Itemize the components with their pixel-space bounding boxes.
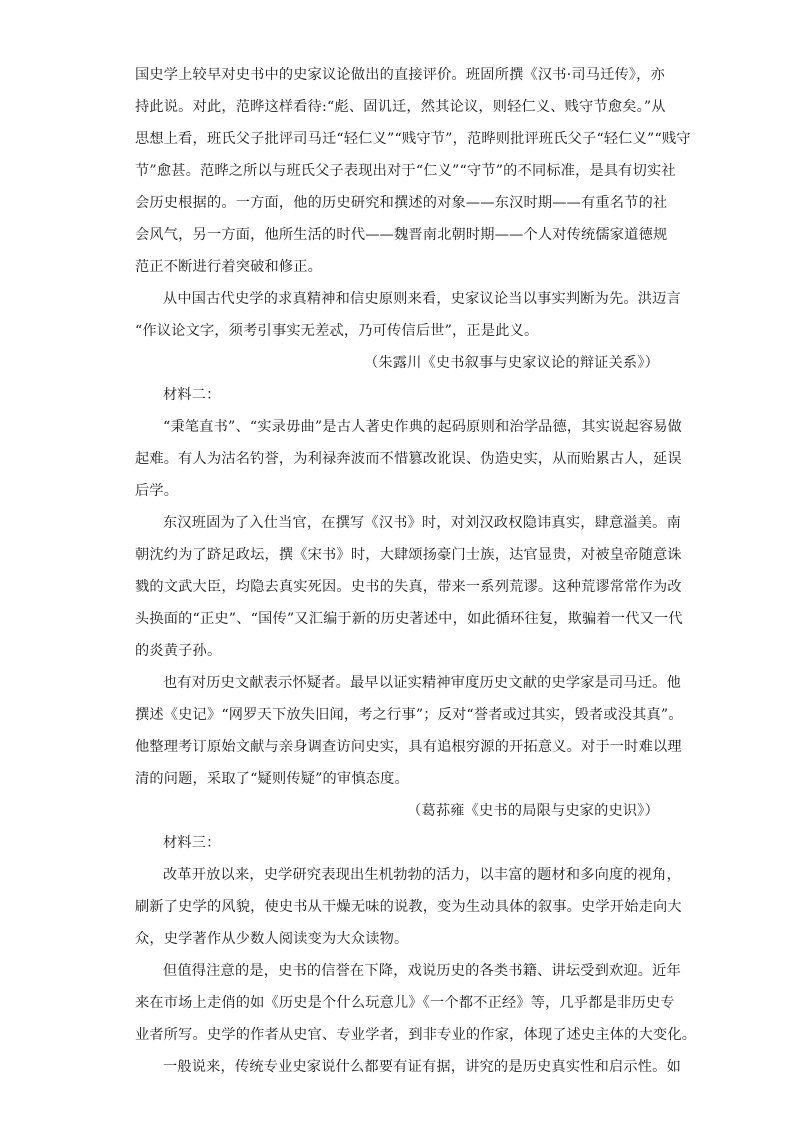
text-line: 他整理考订原始文献与亲身调查访问史实，具有追根穷源的开拓意义。对于一时难以理 [135, 739, 682, 755]
text-line: 改革开放以来，史学研究表现出生机勃勃的活力，以丰富的题材和多向度的视角， [163, 867, 681, 883]
text-line: 持此说。对此，范晔这样看待:“彪、固讥迁，然其论议，则轻仁义、贱守节愈矣。”从 [135, 99, 666, 115]
text-line: 撰述《史记》“网罗天下放失旧闻，考之行事”；反对“誉者或过其实，毁者或没其真”。 [135, 707, 683, 723]
text-line: 起难。有人为沽名钓誉，为利禄奔波而不惜篡改讹误、伪造史实，从而贻累古人，延误 [135, 451, 682, 467]
text-line: 来在市场上走俏的如《历史是个什么玩意儿》《一个都不正经》等，几乎都是非历史专 [135, 995, 675, 1011]
text-line: 戮的文武大臣，均隐去真实死因。史书的失真，带来一系列荒谬。这种荒谬常常作为改 [135, 579, 682, 595]
text-line: 头换面的“正史”、“国传”又汇编于新的历史著述中，如此循环往复，欺骗着一代又一代 [135, 611, 683, 627]
text-line: 会风气，另一方面，他所生活的时代——魏晋南北朝时期——个人对传统儒家道德规 [135, 227, 668, 243]
source-citation: （葛荪雍《史书的局限与史家的史识》） [407, 803, 659, 819]
text-line: 会历史根据的。一方面，他的历史研究和撰述的对象——东汉时期——有重名节的社 [135, 195, 668, 211]
text-line: 范正不断进行着突破和修正。 [135, 259, 323, 275]
section-label: 材料二： [163, 387, 221, 403]
text-line: 朝沈约为了跻足政坛，撰《宋书》时，大肆颂扬豪门士族，达官显贵，对被皇帝随意诛 [135, 547, 682, 563]
text-line: 但值得注意的是，史书的信誉在下降，戏说历史的各类书籍、讲坛受到欢迎。近年 [163, 963, 681, 979]
text-line: 也有对历史文献表示怀疑者。最早以证实精神审度历史文献的史学家是司马迁。他 [163, 675, 681, 691]
section-label: 材料三： [163, 835, 221, 851]
text-line: 后学。 [135, 483, 179, 499]
text-line: 众，史学著作从少数人阅读变为大众读物。 [135, 931, 409, 947]
text-line: 国史学上较早对史书中的史家议论做出的直接评价。班固所撰《汉书·司马迁传》，亦 [135, 67, 665, 83]
text-line: 清的问题，采取了“疑则传疑”的审慎态度。 [135, 771, 409, 787]
text-line: 刷新了史学的风貌，使史书从干燥无味的说教，变为生动具体的叙事。史学开始走向大 [135, 899, 682, 915]
text-line: “秉笔直书”、“实录毋曲”是古人著史作典的起码原则和治学品德，其实说起容易做 [163, 419, 682, 435]
text-line: 节”愈甚。范晔之所以与班氏父子表现出对于“仁义”“守节”的不同标准，是具有切实社 [135, 163, 676, 179]
source-citation: （朱露川《史书叙事与史家议论的辩证关系》） [363, 355, 659, 371]
text-line: 一般说来，传统专业史家说什么都要有证有据，讲究的是历史真实性和启示性。如 [163, 1059, 681, 1075]
text-line: 的炎黄子孙。 [135, 643, 222, 659]
text-line: 业者所写。史学的作者从史官、专业学者，到非专业的作家，体现了述史主体的大变化。 [135, 1027, 697, 1043]
text-line: “作议论文字，须考引事实无差忒，乃可传信后世”，正是此义。 [135, 323, 539, 339]
text-line: 思想上看，班氏父子批评司马迁“轻仁义”“贱守节”，范晔则批评班氏父子“轻仁义”“贱守 [135, 131, 691, 147]
text-line: 从中国古代史学的求真精神和信史原则来看，史家议论当以事实判断为先。洪迈言 [163, 291, 681, 307]
text-line: 东汉班固为了入仕当官，在撰写《汉书》时，对刘汉政权隐讳真实，肆意溢美。南 [163, 515, 681, 531]
